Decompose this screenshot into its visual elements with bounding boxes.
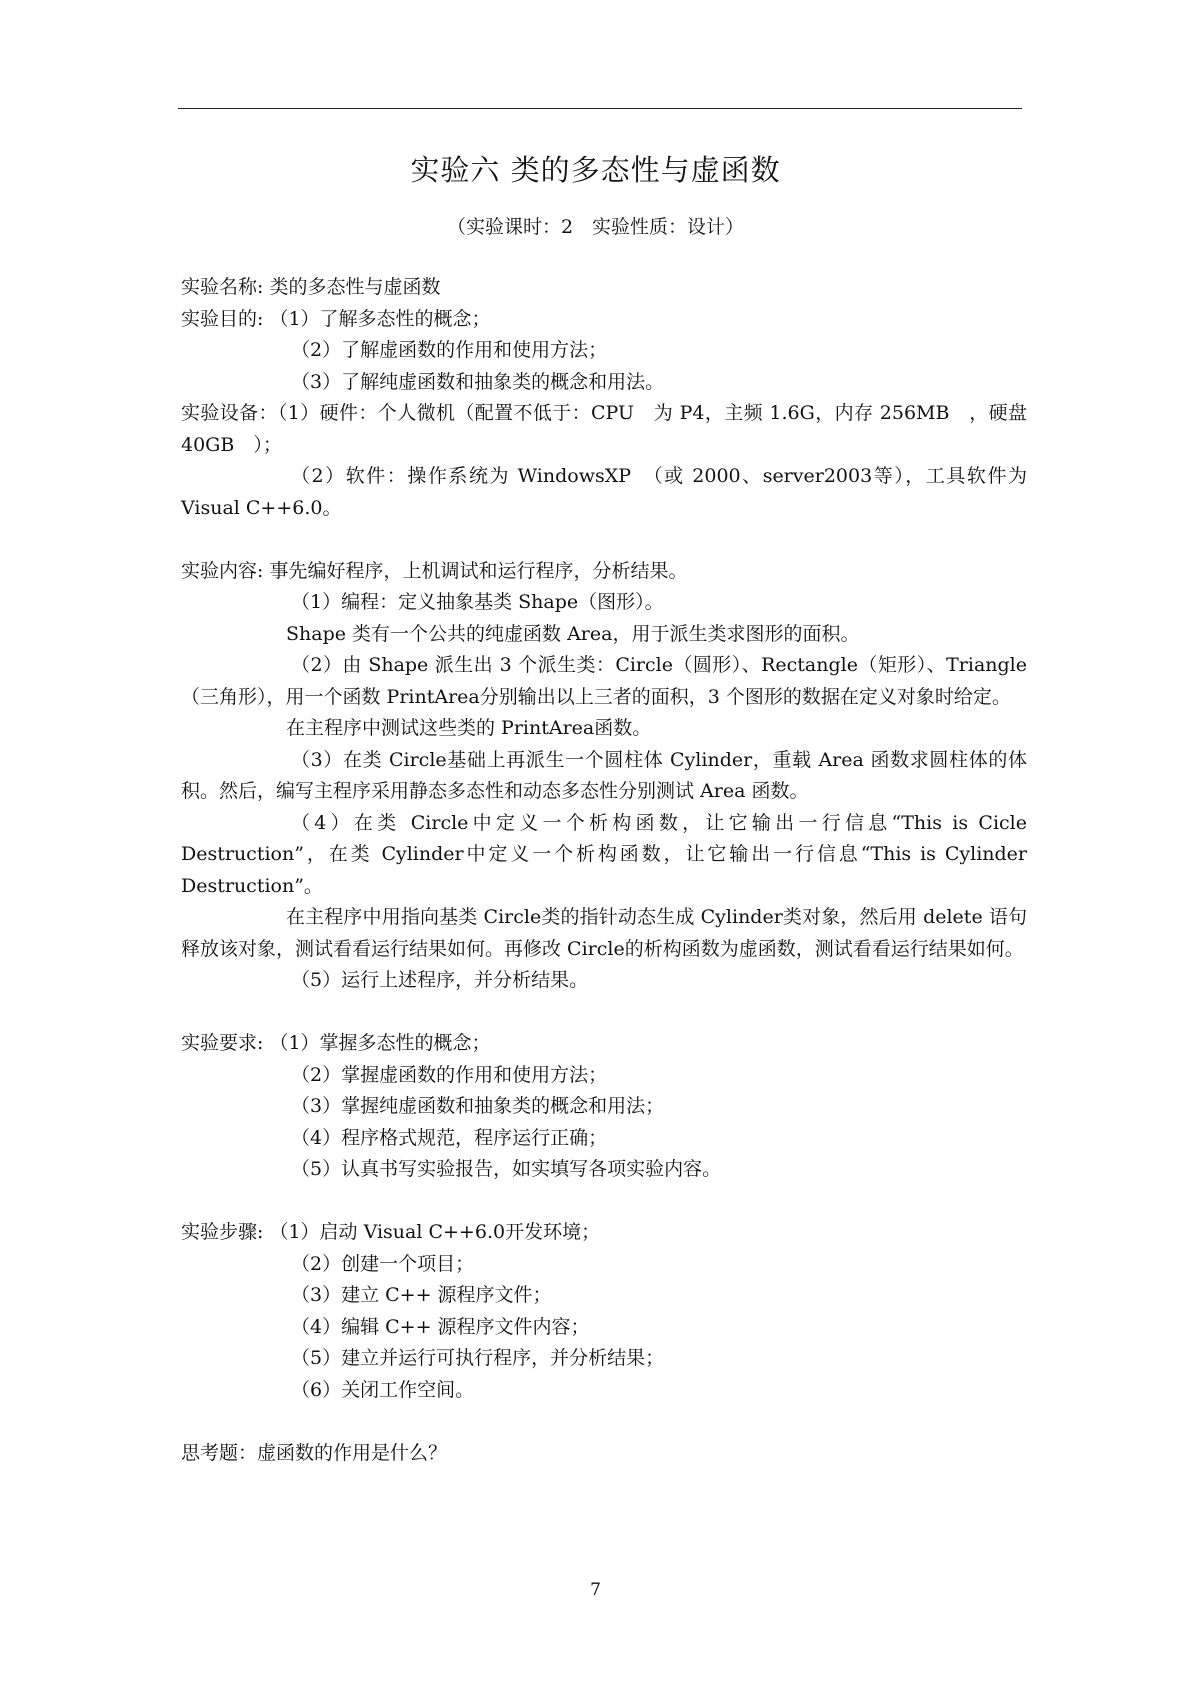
content-step3: （3）在类 Circle基础上再派生一个圆柱体 Cylinder，重载 Area 函数求圆柱体的体积。然后，编写主程序采用静态多态性和动态多态性分别测试 Area 函数。 xyxy=(181,748,1027,802)
requirement-item: （4）程序格式规范，程序运行正确； xyxy=(291,1126,608,1149)
step-item: （1）启动 Visual C++6.0开发环境； xyxy=(269,1221,601,1243)
experiment-name xyxy=(181,272,1027,304)
content-step4: （4）在类 Circle中定义一个析构函数，让它输出一行信息“This is Cicle Destruction”，在类 Cylinder中定义一个析构函数，让它输出一行信息“This is Cylinder Destruction”。 xyxy=(181,811,1027,897)
section-gap xyxy=(181,1186,1027,1218)
section-gap xyxy=(181,524,1027,556)
requirement-item: （1）掌握多态性的概念； xyxy=(269,1032,491,1054)
experiment-requirements xyxy=(181,1028,1027,1060)
content-intro: 事先编好程序，上机调试和运行程序，分析结果。 xyxy=(269,559,688,582)
experiment-equipment xyxy=(181,398,1027,461)
equipment-label: 实验设备： xyxy=(181,402,278,424)
purpose-label: 实验目的: xyxy=(181,307,270,330)
experiment-steps xyxy=(181,1217,1027,1249)
content-step4-test: 在主程序中用指向基类 Circle类的指针动态生成 Cylinder类对象，然后用 delete 语句释放该对象，测试看看运行结果如何。再修改 Circle的析构函数为虚函数，测试看看运行结果如何。 xyxy=(181,906,1027,960)
equipment-hardware: （1）硬件：个人微机（配置不低于：CPU 为 P4，主频 1.6G，内存 256MB ，硬盘 40GB ）； xyxy=(181,402,1027,456)
experiment-name-value: 类的多态性与虚函数 xyxy=(269,276,441,298)
content-step5: （5）运行上述程序，并分析结果。 xyxy=(291,969,589,991)
requirements-label: 实验要求: xyxy=(181,1032,270,1054)
page-subtitle: （实验课时：2 实验性质：设计） xyxy=(446,216,745,238)
content-step2-test: 在主程序中测试这些类的 PrintArea函数。 xyxy=(286,717,652,739)
step-item: （6）关闭工作空间。 xyxy=(291,1378,475,1401)
purpose-item: （2）了解虚函数的作用和使用方法； xyxy=(291,339,608,361)
requirement-item: （2）掌握虚函数的作用和使用方法； xyxy=(291,1063,608,1086)
content-step1-desc: Shape 类有一个公共的纯虚函数 Area，用于派生类求图形的面积。 xyxy=(286,622,860,645)
page-title: 实验六 类的多态性与虚函数 xyxy=(410,153,781,187)
experiment-name-label: 实验名称: xyxy=(181,276,270,298)
step-item: （3）建立 C++ 源程序文件； xyxy=(291,1284,552,1306)
page-number: 7 xyxy=(590,1580,601,1600)
experiment-content xyxy=(181,556,1027,588)
step-item: （4）编辑 C++ 源程序文件内容； xyxy=(291,1315,590,1338)
experiment-purpose xyxy=(181,304,1027,336)
header-rule xyxy=(178,108,1022,109)
requirement-item: （3）掌握纯虚函数和抽象类的概念和用法； xyxy=(291,1095,665,1117)
step-item: （5）建立并运行可执行程序，并分析结果； xyxy=(291,1347,665,1369)
content-step2: （2）由 Shape 派生出 3 个派生类：Circle（圆形）、Rectangle（矩形）、Triangle（三角形），用一个函数 PrintArea分别输出以上三者的面积，3 个图形的数据在定义对象时给定。 xyxy=(181,654,1027,708)
purpose-item: （1）了解多态性的概念； xyxy=(269,307,491,330)
purpose-item: （3）了解纯虚函数和抽象类的概念和用法。 xyxy=(291,370,665,393)
question-text: 虚函数的作用是什么？ xyxy=(257,1441,448,1464)
document-body xyxy=(181,272,1027,1469)
equipment-software: （2）软件：操作系统为 WindowsXP （或 2000、server2003等），工具软件为 Visual C++6.0。 xyxy=(181,465,1027,519)
question-label: 思考题： xyxy=(181,1441,258,1464)
content-step1: （1）编程：定义抽象基类 Shape（图形）。 xyxy=(291,591,664,613)
discussion-question xyxy=(181,1438,1027,1470)
section-gap xyxy=(181,1406,1027,1438)
requirement-item: （5）认真书写实验报告，如实填写各项实验内容。 xyxy=(291,1158,722,1180)
steps-label: 实验步骤: xyxy=(181,1221,270,1243)
content-label: 实验内容: xyxy=(181,559,270,582)
section-gap xyxy=(181,997,1027,1029)
step-item: （2）创建一个项目； xyxy=(291,1252,475,1275)
